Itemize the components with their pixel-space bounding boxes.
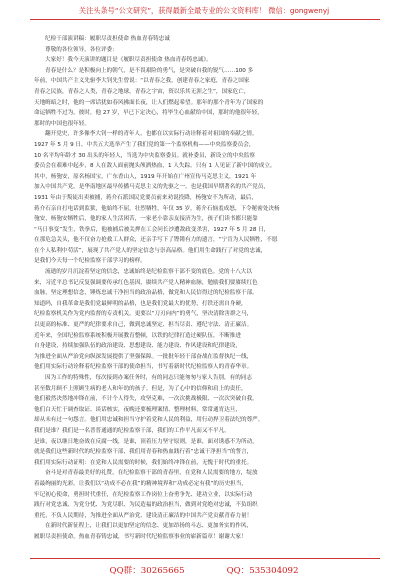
text-line: 在新时代新征程上，让我们以更加坚定的信念、更加昂扬的斗志、更加务实的作风， bbox=[45, 523, 252, 530]
text-line: 奋斗是对青春最美好的礼赞，在纪检监察干部的青春里，在党和人民需要的地方，绽放 bbox=[45, 470, 258, 477]
text-line: 为推进全面从严治党向纵深发展提供了坚强保障。一批批年轻干部奋战在监督执纪一线， bbox=[34, 353, 253, 360]
text-line: 命运牺牲不过为，彼时，他 27 岁，早已下定决心，将毕生心血献给中国，那时的他很年轻， bbox=[34, 110, 263, 117]
text-line: 我们是谁？我们是一名普普通通的纪检监察干部，我们的工作平凡而又不平凡。 bbox=[34, 427, 230, 434]
text-line: 加入中国共产党，是华南地区最早传播马克思主义的先驱之一。也是我国早期著名的共产党员， bbox=[34, 184, 269, 191]
text-line: 天地晦暗之时，他的一席话犹如春风拂面长夜，让人们燃起希望。那年的那个青年为了国家的 bbox=[34, 99, 264, 106]
text-line: 在个人私利中苟活”，展现了共产党人的坚定信念与崇高品格。他们用生命践行了对党的忠诚， bbox=[34, 247, 267, 254]
text-line: 血脉，坚定理想信念，锤炼忠诚干净担当的政治品格，做党和人民信得过的纪检监察干部。 bbox=[34, 290, 258, 297]
wechat-id: 微信：gongwenyj bbox=[268, 6, 330, 15]
text-line: 就是我们这些新时代的纪检监察干部，我们用青春和热血践行着“忠诚干净担当”的誓言， bbox=[34, 449, 253, 456]
text-line: 委员会在艰难中起步，8 人在敌人面前抛头颅洒热血，1 人失踪。只有 1 人见证了新中国的成立， bbox=[34, 163, 276, 170]
contact-footer bbox=[0, 564, 408, 576]
text-line: 我们用实际行动证明：在党和人民需要的时候，我们始终冲锋在前，无愧于时代的重托。 bbox=[34, 459, 253, 466]
qq-group: QQ群：30265665 bbox=[109, 566, 185, 576]
text-line: “马日事变”发生，铁拳后，他被捕后被关押在工会问长沙遭敌政变杀害，1927 年 5 月 28 日， bbox=[34, 226, 270, 233]
text-line: 青春是什么？是积极向上的朝气，是不畏艰险的勇气，是突破自我的锐气……100 多 bbox=[45, 67, 254, 74]
text-line: 10 名平均年龄才 30 出头的年轻人，当选为中央监察委员。就补委员，新设立的中央监察 bbox=[34, 152, 255, 159]
qq-number: QQ：535304092 bbox=[226, 566, 299, 576]
text-line: 着最绚丽的光彩。让我们以“功成不必在我”的精神境界和“功成必定有我”的历史担当， bbox=[34, 480, 247, 487]
promo-text: 关注头条号“公文研究”，获得最新全最专业的公文资料库！ bbox=[78, 6, 267, 15]
text-line: 纪检干部演讲稿：履职尽责担使命 热血青春铸忠诚 bbox=[45, 36, 170, 42]
text-line: 知道吗，自我革命是我们党最鲜明的品格，也是我们党最大的优势，打铁还需自身硬， bbox=[34, 300, 247, 307]
text-line: 甚至数月顾不上照顾生病的老人和年幼的孩子。但是，为了心中的信仰和肩上的责任， bbox=[34, 385, 247, 392]
text-line: 那时的中国也很年轻。 bbox=[34, 120, 90, 127]
footer-rule bbox=[30, 558, 380, 559]
text-line: 是谁，夜以继日地奋战在反腐一线，是谁，顶着压力坚守原则，是谁，面对诱惑不为所动， bbox=[34, 438, 258, 445]
text-line: 以更高的标准、更严的纪律要求自己，做到忠诚坚定、担当尽责、遵纪守法、清正廉洁。 bbox=[34, 322, 253, 329]
text-line: 其中，杨匏安，原名杨国宝，广东香山人，1919 年开始在广州宣传马克思主义，1921 年 bbox=[34, 173, 257, 180]
text-line: 年前，中国共产主义先驱李大钊先生曾说：“以青春之我，创建青春之家庭，青春之国家 bbox=[34, 78, 250, 85]
text-line: 1927 年 5 月 9 日，中共五大选举产生了我们党的第一个监察机构——中央监察委员会， bbox=[34, 141, 255, 148]
text-line: 他们毅然决然地冲锋在前，不计个人得失，攻坚克难，一次次挑战极限、一次次突破自我。 bbox=[34, 396, 258, 403]
text-line: 践行对党忠诚、为党分忧、为党尽职、为民造福的政治担当，做到对党绝对忠诚，不负组织 bbox=[34, 502, 258, 509]
document-body bbox=[34, 34, 382, 543]
text-line: 是我们今天每一个纪检监察干部学习的榜样。 bbox=[34, 258, 146, 265]
text-line: 在那危急关头，他不仅奋力抢救工人群众，还亲手写下了铿锵有力的遗言，“宁肯为人民牺牲，不愿 bbox=[34, 237, 278, 244]
text-line: 流逝的岁月沉淀着坚定的信念，忠诚始终是纪检监察干部不变的底色。党的十八大以 bbox=[45, 269, 252, 276]
text-line: 青春之民族，青春之人类，青春之地球，青春之宇宙，资以乐其无涯之生”，国家危亡， bbox=[34, 88, 250, 95]
text-line: 纪检监察机关作为党内监督的专责机关，更要以“刀刃向内”的勇气，坚决清除害群之马， bbox=[34, 311, 253, 318]
text-line: 尊敬的各位领导，各位评委： bbox=[45, 46, 118, 53]
text-line: 自身建设，持续加强队伍的政治建设、思想建设、能力建设、作风建设和纪律建设， bbox=[34, 343, 241, 350]
text-line: 重托，不负人民期待，为推进全面从严治党、建设清正廉洁的中国共产党贡献青春力量！ bbox=[34, 512, 253, 519]
text-line: 牢记初心使命，勇担时代重任，在纪检监察工作岗位上奋勇争先、建功立业，以实际行动 bbox=[34, 491, 253, 498]
text-line: 履职尽责担使命，热血青春铸忠诚，书写新时代纪检监察事业的崭新篇章！谢谢大家！ bbox=[34, 533, 247, 540]
text-line: 近年来，全国纪检监察系统积极开展教育整顿，以铁的纪律打造过硬队伍，不断推进 bbox=[34, 332, 241, 339]
text-line: 翻开党史，许多像李大钊一样的青年人，也都在以实际行动诠释着对祖国的奉献之情。 bbox=[45, 131, 258, 138]
text-line: 大家好！我今天演讲的题目是《履职尽责担使命 热血青春铸忠诚》。 bbox=[45, 57, 212, 64]
header-rule bbox=[30, 19, 380, 20]
promo-header bbox=[0, 6, 408, 15]
text-line: 来，习近平总书记反复强调要传承红色基因，赓续共产党人精神血脉，勉励我们要赓续红色 bbox=[34, 279, 258, 286]
text-line: 他们白天忙于调查取证、谈话核实，夜晚还要梳理案情、整理材料，常常通宵达旦， bbox=[34, 406, 241, 413]
text-line: 蒋介石亲自打电话到监狱，他始终不屈，壮烈牺牲，年仅 35 岁。蒋介石恼羞成怒，下令秘密处决杨 bbox=[34, 205, 280, 212]
text-line: 1931 年由于叛徒出卖被捕，蒋介石派国民党要员前来劝说投降，杨匏安不为所动，最后， bbox=[34, 194, 257, 201]
text-line: 因为工作的特殊性，每次接到办案任务时，有的同志只能匆匆与家人告别，有的同志 bbox=[45, 375, 252, 381]
text-line: 却从未有过一句怨言。他们用忠诚和担当守护着党和人民的利益，用行动捍卫着法纪的尊严。 bbox=[34, 417, 264, 424]
text-line: 匏安，杨匏安牺牲后，他的家人生活困苦，一家老小靠亲友接济为生，孩子们读书都只能靠 bbox=[34, 216, 258, 223]
text-line: 他们用实际行动诠释着纪检监察干部的使命担当，书写着新时代纪检监察人的青春华章。 bbox=[34, 364, 253, 371]
